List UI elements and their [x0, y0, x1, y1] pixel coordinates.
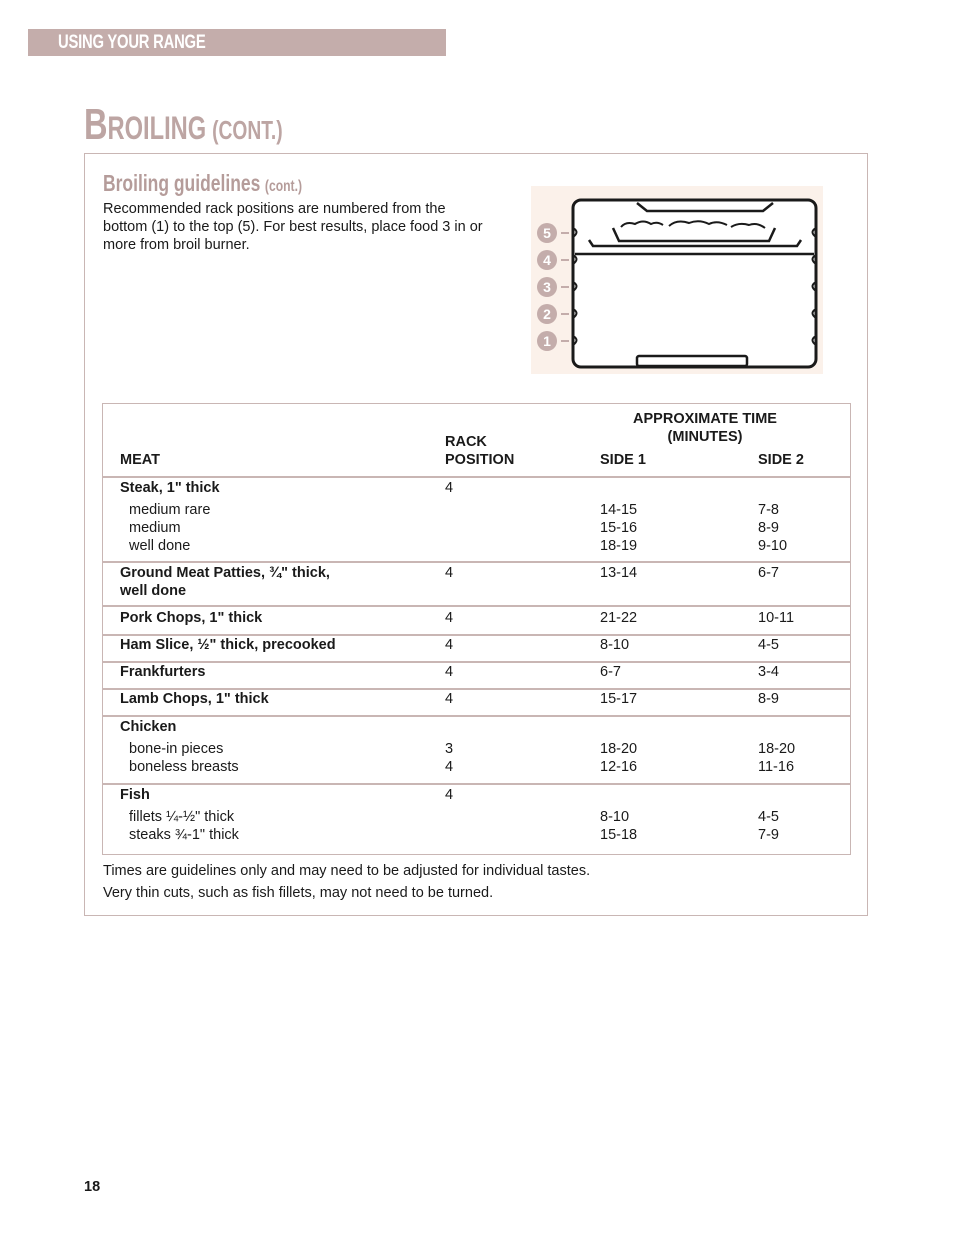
table-header-row: [103, 404, 850, 477]
meat-name: Chicken: [120, 719, 177, 735]
footnote-thin-cuts: Very thin cuts, such as fish fillets, may not need to be turned.: [103, 885, 494, 901]
rack-position: 4: [445, 787, 454, 803]
header-side2: SIDE 2: [758, 452, 804, 468]
rack-number: 1: [543, 333, 551, 349]
side2-time: 9-10: [758, 538, 788, 554]
meat-name: Ham Slice, ½" thick, precooked: [120, 637, 336, 653]
header-side1: SIDE 1: [600, 452, 646, 468]
table-row: [103, 717, 850, 782]
page-title-initial: B: [84, 100, 108, 149]
side1-time: 15-18: [600, 827, 638, 843]
header-meat: MEAT: [120, 452, 161, 468]
rack-number: 4: [543, 252, 551, 268]
rack-position: 4: [445, 759, 454, 775]
oven-rack-diagram: [531, 186, 823, 374]
page-title: [84, 100, 283, 150]
meat-subitem: bone-in pieces: [129, 741, 224, 757]
side1-time: 14-15: [600, 502, 638, 518]
subheading-suffix: (cont.): [264, 178, 303, 195]
page-number: 18: [84, 1179, 101, 1195]
header-rack-line2: POSITION: [445, 452, 515, 468]
table-row: [103, 785, 850, 851]
broiling-guidelines-table: [102, 403, 851, 855]
side2-time: 7-9: [758, 827, 779, 843]
meat-subitem: medium: [129, 520, 181, 536]
meat-name: Pork Chops, 1" thick: [120, 610, 263, 626]
side1-time: 21-22: [600, 610, 638, 626]
page-title-cont: (CONT.): [212, 115, 283, 145]
intro-text: Recommended rack positions are numbered from the bottom (1) to the top (5). For best results, place food 3 in or more from broil burner.: [103, 201, 483, 253]
side2-time: 8-9: [758, 691, 779, 707]
subheading-main: Broiling guidelines: [103, 170, 261, 196]
side2-time: 8-9: [758, 520, 779, 536]
side1-time: 8-10: [600, 809, 630, 825]
section-header-bar: [28, 29, 446, 56]
side2-time: 3-4: [758, 664, 779, 680]
header-rack: [445, 433, 514, 469]
meat-subitem: steaks ¾-1" thick: [129, 827, 239, 843]
rack-number: 2: [543, 306, 551, 322]
meat-name: Frankfurters: [120, 664, 206, 680]
meat-subitem: well done: [129, 538, 191, 554]
side1-time: 6-7: [600, 664, 621, 680]
rack-number: 5: [543, 225, 551, 241]
rack-number: 3: [543, 279, 551, 295]
table-rule: [103, 605, 850, 607]
bake-element: [637, 356, 747, 366]
side1-time: 18-19: [600, 538, 638, 554]
side2-time: 10-11: [758, 610, 795, 626]
header-approx-line1: APPROXIMATE TIME: [633, 411, 777, 427]
table-row: [103, 563, 850, 605]
header-rack-line1: RACK: [445, 434, 487, 450]
meat-name: Fish: [120, 787, 150, 803]
side1-time: 8-10: [600, 637, 630, 653]
rack-position: 4: [445, 664, 454, 680]
side1-time: 18-20: [600, 741, 638, 757]
table-row: [103, 662, 850, 688]
side2-time: 6-7: [758, 565, 779, 581]
rack-position: 3: [445, 741, 454, 757]
side2-time: 7-8: [758, 502, 779, 518]
table-row: [103, 608, 850, 634]
table-row: [103, 689, 850, 715]
rack-position: 4: [445, 637, 454, 653]
subheading: [103, 170, 302, 197]
section-header-label: USING YOUR RANGE: [58, 32, 206, 53]
meat-subitem: fillets ¼-½" thick: [129, 809, 235, 825]
side1-time: 15-17: [600, 691, 638, 707]
side1-time: 13-14: [600, 565, 638, 581]
meat-name: Steak, 1" thick: [120, 480, 220, 496]
table-row: [103, 478, 850, 561]
footnote-guidelines: Times are guidelines only and may need to be adjusted for individual tastes.: [103, 863, 591, 879]
rack-position: 4: [445, 480, 454, 496]
rack-position: 4: [445, 691, 454, 707]
meat-name: Ground Meat Patties, ¾" thick,: [120, 565, 330, 581]
rack-position: 4: [445, 610, 454, 626]
side2-time: 4-5: [758, 637, 779, 653]
header-approx-line2: (MINUTES): [667, 429, 743, 445]
side1-time: 12-16: [600, 759, 638, 775]
page-title-rest: ROILING: [107, 110, 207, 146]
header-approx-time: [600, 410, 810, 446]
side2-time: 4-5: [758, 809, 779, 825]
meat-subitem: boneless breasts: [129, 759, 239, 775]
side2-time: 11-16: [758, 759, 795, 775]
side1-time: 15-16: [600, 520, 638, 536]
meat-name-line2: well done: [120, 583, 187, 599]
side2-time: 18-20: [758, 741, 796, 757]
meat-name: Lamb Chops, 1" thick: [120, 691, 269, 707]
table-row: [103, 635, 850, 661]
rack-position: 4: [445, 565, 454, 581]
meat-subitem: medium rare: [129, 502, 211, 518]
